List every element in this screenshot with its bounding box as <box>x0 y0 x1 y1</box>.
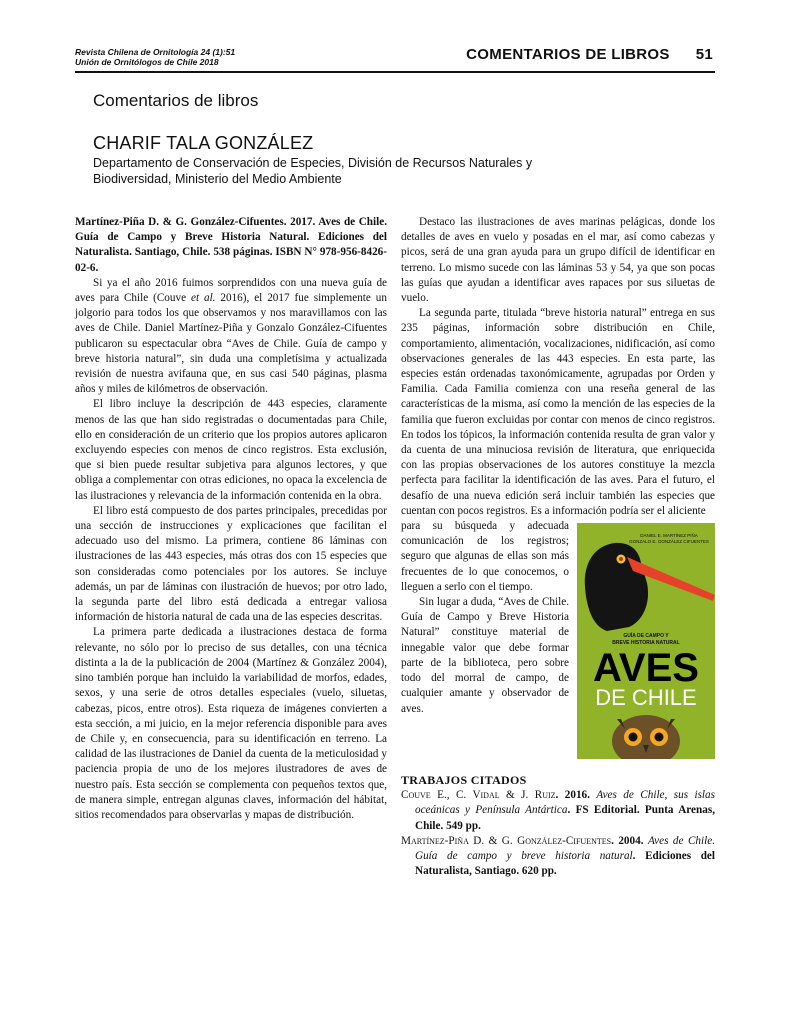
affiliation-line-1: Departamento de Conservación de Especies, División de Recursos Naturales y <box>93 156 533 170</box>
right-column <box>401 215 715 879</box>
references-title: TRABAJOS CITADOS <box>401 773 527 788</box>
bird-head-shape <box>585 543 648 631</box>
paragraph: Destaco las ilustraciones de aves marinas pelágicas, donde los detalles de aves en vuelo y posadas en el mar, así como cabezas y picos, será de una gran ayuda para un grupo difícil de identificar en terreno. Lo mismo sucede con las láminas 53 y 54, ya que son pocas las guías que ayudan a identificar aves rapaces por sus siluetas de vuelo. <box>401 216 715 305</box>
reference-item: Martínez-Piña D. & G. González-Cifuentes. 2004. Aves de Chile. Guía de campo y breve historia natural. Ediciones del Naturalista, Santiago. 620 pp. <box>401 834 715 878</box>
running-header <box>466 46 713 63</box>
author-name: CHARIF TALA GONZÁLEZ <box>93 133 314 153</box>
header-rule <box>75 71 715 73</box>
cover-author-2: GONZALO E. GONZÁLEZ CIFUENTES <box>629 539 709 545</box>
paragraph: La primera parte dedicada a ilustraciones destaca de forma relevante, no sólo por lo preciso de sus detalles, con una técnica distinta a la de la publicación de 2004 (Martínez & González 2004), sino también porque han incluido la variabilidad de morfos, edades, sexos, y una serie de otros detalles especiales (vuelo, siluetas, cabezas, picos, entre otros). Esta riqueza de imágenes convierten a esta sección, a mi juicio, en la mejor referencia disponible para aves de Chile y, en consecuencia, para su identificación en terreno. La calidad de las ilustraciones de Daniel da cuenta de la meticulosidad y paciencia propia de uno de los mejores ilustradores de aves de nuestro país. Esta sección se complementa con pequeños textos que, de manera simple, entregan algunas claves, información del hábitat, sitios recomendados para observarlas y mapas de distribución. <box>75 626 387 821</box>
book-citation: Martínez-Piña D. & G. González-Cifuentes. 2017. Aves de Chile. Guía de Campo y Breve Historia Natural. Ediciones del Naturalista. Santiago, Chile. 538 páginas. ISBN N° 978-956-8426-02-6. <box>75 216 387 274</box>
cover-subtitle-2: BREVE HISTORIA NATURAL <box>612 640 680 647</box>
wrapped-text <box>401 519 569 759</box>
author-affiliation <box>93 155 613 187</box>
section-title: Comentarios de libros <box>93 91 259 110</box>
page-number: 51 <box>695 46 713 63</box>
cover-subtitle-1: GUÍA DE CAMPO Y <box>623 633 669 640</box>
cover-author-1: DANIEL E. MARTÍNEZ PIÑA <box>640 533 698 539</box>
journal-line-2: Unión de Ornitólogos de Chile 2018 <box>75 57 219 67</box>
cover-title-2: DE CHILE <box>595 685 697 711</box>
section-label: COMENTARIOS DE LIBROS <box>466 46 670 63</box>
text-with-figure <box>401 519 715 759</box>
reference-item: Couve E., C. Vidal & J. Ruiz. 2016. Aves de Chile, sus islas oceánicas y Península Antártica. FS Editorial. Punta Arenas, Chile. 549 pp. <box>401 789 715 832</box>
book-cover-image <box>577 523 715 759</box>
paragraph: para su búsqueda y adecuada comunicación de los registros; seguro que algunas de ellas son más frecuentes de lo que conocemos, o lleguen a serlo con el tiempo. <box>401 520 569 593</box>
paragraph: Si ya el año 2016 fuimos sorprendidos con una nueva guía de aves para Chile (Couve et al. 2016), el 2017 fue simplemente un jolgorio para todos los que observamos y nos maravillamos con las aves de Chile. Daniel Martínez-Piña y Gonzalo González-Cifuentes publicaron su espectacular obra “Aves de Chile. Guía de campo y breve historia natural”, sin duda una completísima y actualizada revisión de nuestra avifauna que, en sus casi 540 páginas, plasma años y miles de kilómetros de observación. <box>75 276 387 396</box>
paragraph: Sin lugar a duda, “Aves de Chile. Guía de Campo y Breve Historia Natural” constituye material de innegable valor que debe formar parte de la biblioteca, pero sobre todo del morral de campo, de cualquier amante y observador de aves. <box>401 596 569 715</box>
cover-title-1: AVES <box>593 646 699 691</box>
journal-header <box>75 47 235 67</box>
paragraph: La segunda parte, titulada “breve historia natural” entrega en sus 235 páginas, información sobre distribución en Chile, comportamiento, alimentación, vocalizaciones, nidificación, así como observaciones generales de las 443 especies. En esta parte, las especies están ordenadas taxonómicamente, agrupadas por Orden y Familia. Cada Familia comienza con una reseña general de las características de la misma, así como la mención de las especies de la familia que fueron excluidas por contar con menos de cinco registros. En todos los tópicos, la información contenida resulta de gran valor y da cuenta de una minuciosa revisión de literatura, que enriquecida con las propias observaciones de los autores constituye la mezcla perfecta para facilitar la identificación de las aves. Para el futuro, el desafío de una nueva edición será incluir también las especies que cuentan con pocos registros. Es a información podría ser el aliciente <box>401 307 715 517</box>
journal-line-1: Revista Chilena de Ornitología 24 (1):51 <box>75 47 236 57</box>
paragraph: El libro está compuesto de dos partes principales, precedidas por una sección de instrucciones y explicaciones que facilitan el adecuado uso del mismo. La primera, contiene 86 láminas con ilustraciones de las 443 especies, más otras dos con 15 especies que son consideradas como potenciales por los autores. Se incluye además, un par de láminas con ilustración de huevos; por otro lado, la segunda parte del libro está dedicada a entregar valiosa información de historia natural de cada una de las especies descritas. <box>75 504 387 624</box>
affiliation-line-2: Biodiversidad, Ministerio del Medio Ambiente <box>93 172 342 186</box>
left-column <box>75 215 387 823</box>
paragraph: El libro incluye la descripción de 443 especies, claramente menos de las que han sido registradas o documentadas para Chile, ello en consideración de un criterio que los propios autores aplicaron excluyendo especies con menos de cinco registros. Esta exclusión, que si bien puede resultar subjetiva para algunos lectores, y que obliga a complementar con otras ediciones, no opaca la excelencia de las ilustraciones y relevancia de la información contenida en la obra. <box>75 398 387 502</box>
